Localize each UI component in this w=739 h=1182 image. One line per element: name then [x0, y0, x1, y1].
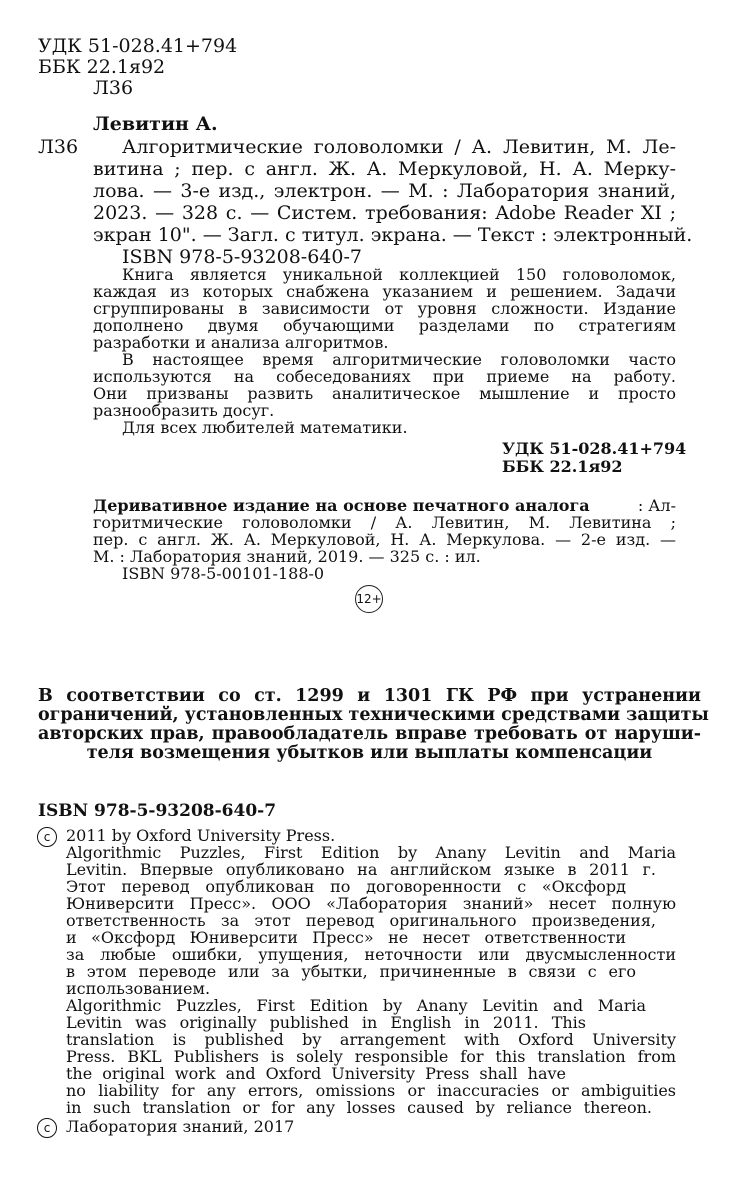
- description-line: 2023. — 328 с. — Систем. требования: Adobe Reader XI ;: [93, 202, 676, 224]
- copyright-line: Press. BKL Publishers is solely responsible for this translation from: [66, 1047, 676, 1066]
- copyright-line: 2011 by Oxford University Press.: [66, 826, 336, 845]
- author-name: Левитин А.: [93, 113, 218, 135]
- description-line: лова. — 3-е изд., электрон. — М. : Лаборатория знаний,: [93, 180, 676, 202]
- annotation-line: сгруппированы в зависимости от уровня сложности. Издание: [93, 299, 676, 318]
- copyright-icon: c: [37, 827, 57, 847]
- copyright-lab: Лаборатория знаний, 2017: [66, 1117, 295, 1136]
- udk-code: УДК 51-028.41+794: [38, 35, 238, 57]
- derivative-line: горитмические головоломки / А. Левитин, М. Левитина ;: [93, 513, 676, 532]
- description-line: витина ; пер. с англ. Ж. А. Меркуловой, Н. А. Мерку-: [93, 158, 676, 180]
- udk-code-right: УДК 51-028.41+794: [502, 439, 687, 458]
- notice-line: ограничений, установленных техническими средствами защиты: [38, 705, 709, 725]
- copyright-line: Levitin was originally published in English in 2011. This: [66, 1013, 586, 1032]
- age-rating-badge: 12+: [355, 585, 383, 613]
- copyright-line: Algorithmic Puzzles, First Edition by Anany Levitin and Maria: [66, 996, 646, 1015]
- copyright-line: Этот перевод опубликован по договоренности с «Оксфорд: [66, 877, 626, 896]
- annotation-line: разнообразить досуг.: [93, 401, 275, 420]
- annotation-line: Они призваны развить аналитическое мышление и просто: [93, 384, 676, 403]
- description-line: экран 10". — Загл. с титул. экрана. — Текст : электронный.: [93, 224, 693, 246]
- annotation-line: разработки и анализа алгоритмов.: [93, 333, 389, 352]
- annotation-line: Книга является уникальной коллекцией 150 головоломок,: [122, 265, 676, 284]
- bbk-code-right: ББК 22.1я92: [502, 457, 623, 476]
- copyright-line: Algorithmic Puzzles, First Edition by Anany Levitin and Maria: [66, 843, 676, 862]
- copyright-line: за любые ошибки, упущения, неточности или двусмысленности: [66, 945, 676, 964]
- bbk-code: ББК 22.1я92: [38, 56, 166, 78]
- description-isbn: ISBN 978-5-93208-640-7: [122, 246, 362, 268]
- notice-line: авторских прав, правообладатель вправе требовать от наруши-: [38, 724, 701, 744]
- derivative-line: : Ал-: [637, 496, 676, 515]
- copyright-line: Юниверсити Пресс». ООО «Лаборатория знаний» несет полную: [66, 894, 676, 913]
- isbn-main: ISBN 978-5-93208-640-7: [38, 801, 277, 821]
- copyright-line: translation is published by arrangement with Oxford University: [66, 1030, 676, 1049]
- derivative-isbn: ISBN 978-5-00101-188-0: [122, 564, 325, 583]
- copyright-line: и «Оксфорд Юниверсити Пресс» не несет ответственности: [66, 928, 626, 947]
- annotation-line: дополнено двумя обучающими разделами по стратегиям: [93, 316, 676, 335]
- author-code: Л36: [93, 77, 134, 99]
- copyright-line: использованием.: [66, 979, 211, 998]
- derivative-line: М. : Лаборатория знаний, 2019. — 325 с. : ил.: [93, 547, 481, 566]
- derivative-first-line: [93, 497, 676, 514]
- notice-line: В соответствии со ст. 1299 и 1301 ГК РФ при устранении: [38, 686, 701, 706]
- copyright-line: ответственность за этот перевод оригинального произведения,: [66, 911, 656, 930]
- annotation-line: В настоящее время алгоритмические головоломки часто: [122, 350, 676, 369]
- description-line: Алгоритмические головоломки / А. Левитин, М. Ле-: [122, 136, 676, 158]
- copyright-line: in such translation or for any losses caused by reliance thereon.: [66, 1098, 652, 1117]
- copyright-line: no liability for any errors, omissions or inaccuracies or ambiguities: [66, 1081, 676, 1100]
- margin-author-code: Л36: [38, 136, 79, 158]
- annotation-line: используются на собеседованиях при приеме на работу.: [93, 367, 676, 386]
- annotation-line: каждая из которых снабжена указанием и решением. Задачи: [93, 282, 676, 301]
- copyright-line: Levitin. Впервые опубликовано на английском языке в 2011 г.: [66, 860, 656, 879]
- copyright-line: в этом переводе или за убытки, причиненные в связи с его: [66, 962, 636, 981]
- copyright-icon: c: [37, 1118, 57, 1138]
- copyright-line: the original work and Oxford University Press shall have: [66, 1064, 566, 1083]
- derivative-line: пер. с англ. Ж. А. Меркуловой, Н. А. Меркулова. — 2-е изд. —: [93, 530, 676, 549]
- derivative-label: Деривативное издание на основе печатного аналога: [93, 496, 590, 515]
- notice-line: теля возмещения убытков или выплаты компенсации: [86, 743, 653, 763]
- annotation-line: Для всех любителей математики.: [122, 418, 408, 437]
